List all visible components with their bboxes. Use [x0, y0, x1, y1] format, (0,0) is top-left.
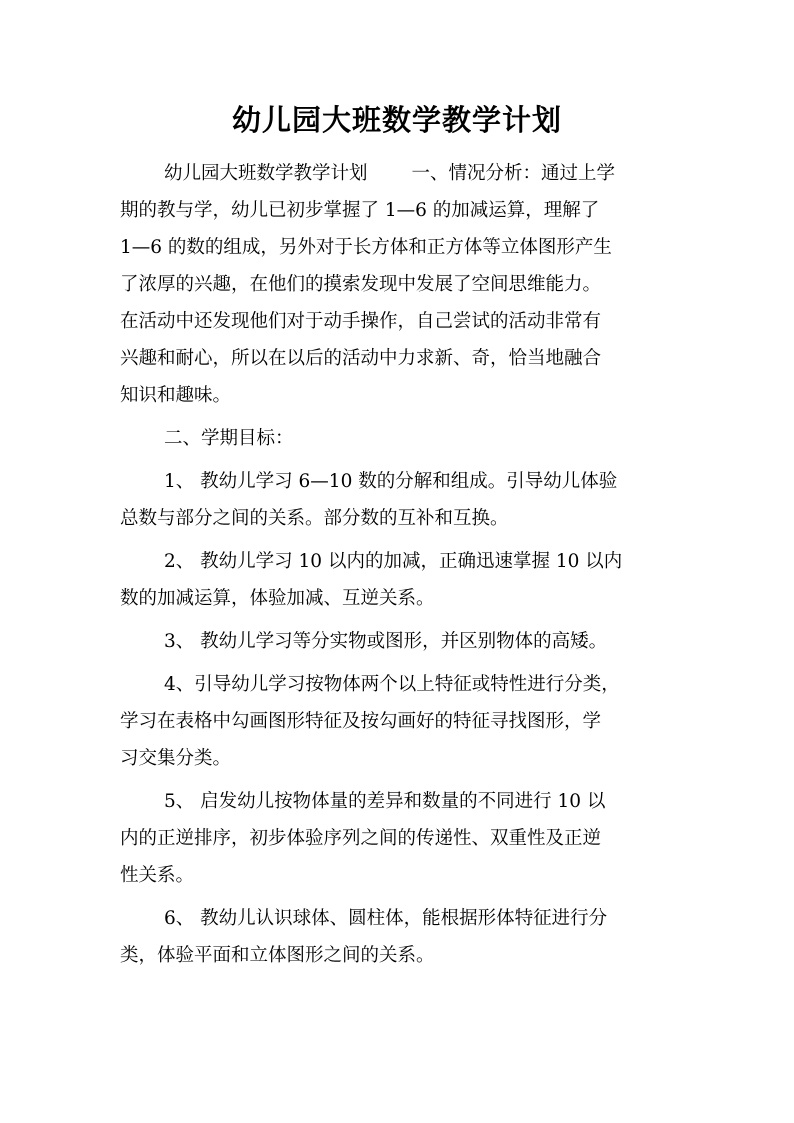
- paragraph-line: 性关系。: [120, 865, 195, 886]
- paragraph-line: 6、 教幼儿认识球体、圆柱体，能根据形体特征进行分: [164, 908, 608, 929]
- paragraph-goal-5: [120, 783, 680, 894]
- paragraph-line: 1、 教幼儿学习 6—10 数的分解和组成。引导幼儿体验: [164, 471, 618, 492]
- paragraph-line: 知识和趣味。: [120, 385, 232, 406]
- paragraph-line: [120, 155, 680, 192]
- paragraph-line: 数的加减运算，体验加减、互逆关系。: [120, 588, 435, 609]
- inline-section-start: 一、情况分析：通过上学: [411, 163, 616, 184]
- paragraph-line: 1—6 的数的组成，另外对于长方体和正方体等立体图形产生: [120, 237, 612, 258]
- paragraph-line: 在活动中还发现他们对于动手操作，自己尝试的活动非常有: [120, 311, 602, 332]
- paragraph-goal-3: [120, 623, 680, 660]
- paragraph-line: 5、 启发幼儿按物体量的差异和数量的不同进行 10 以: [164, 791, 606, 812]
- paragraph-line: 期的教与学，幼儿已初步掌握了 1—6 的加减运算，理解了: [120, 200, 600, 221]
- paragraph-line: 了浓厚的兴趣，在他们的摸索发现中发展了空间思维能力。: [120, 274, 602, 295]
- paragraph-situation-analysis: [120, 155, 680, 414]
- paragraph-line: 4、引导幼儿学习按物体两个以上特征或特性进行分类，: [164, 674, 620, 695]
- paragraph-line: 内的正逆排序，初步体验序列之间的传递性、双重性及正逆: [120, 828, 602, 849]
- paragraph-line: 习交集分类。: [120, 748, 232, 769]
- paragraph-line: 兴趣和耐心，所以在以后的活动中力求新、奇，恰当地融合: [120, 348, 602, 369]
- inline-heading: 幼儿园大班数学教学计划: [164, 163, 368, 184]
- paragraph-line: 2、 教幼儿学习 10 以内的加减，正确迅速掌握 10 以内: [164, 551, 623, 572]
- paragraph-line: 学习在表格中勾画图形特征及按勾画好的特征寻找图形，学: [120, 711, 602, 732]
- paragraph-goal-2: [120, 543, 680, 617]
- paragraph-goal-4: [120, 666, 680, 777]
- paragraph-line: 类，体验平面和立体图形之间的关系。: [120, 945, 435, 966]
- document-body: [120, 155, 680, 974]
- document-title: 幼儿园大班数学教学计划: [231, 103, 562, 137]
- paragraph-line: 总数与部分之间的关系。部分数的互补和互换。: [120, 508, 509, 529]
- paragraph-goal-6: [120, 900, 680, 974]
- section-heading: 二、学期目标：: [164, 428, 294, 449]
- paragraph-semester-goals-heading: [120, 420, 680, 457]
- paragraph-line: 3、 教幼儿学习等分实物或图形，并区别物体的高矮。: [164, 631, 608, 652]
- paragraph-goal-1: [120, 463, 680, 537]
